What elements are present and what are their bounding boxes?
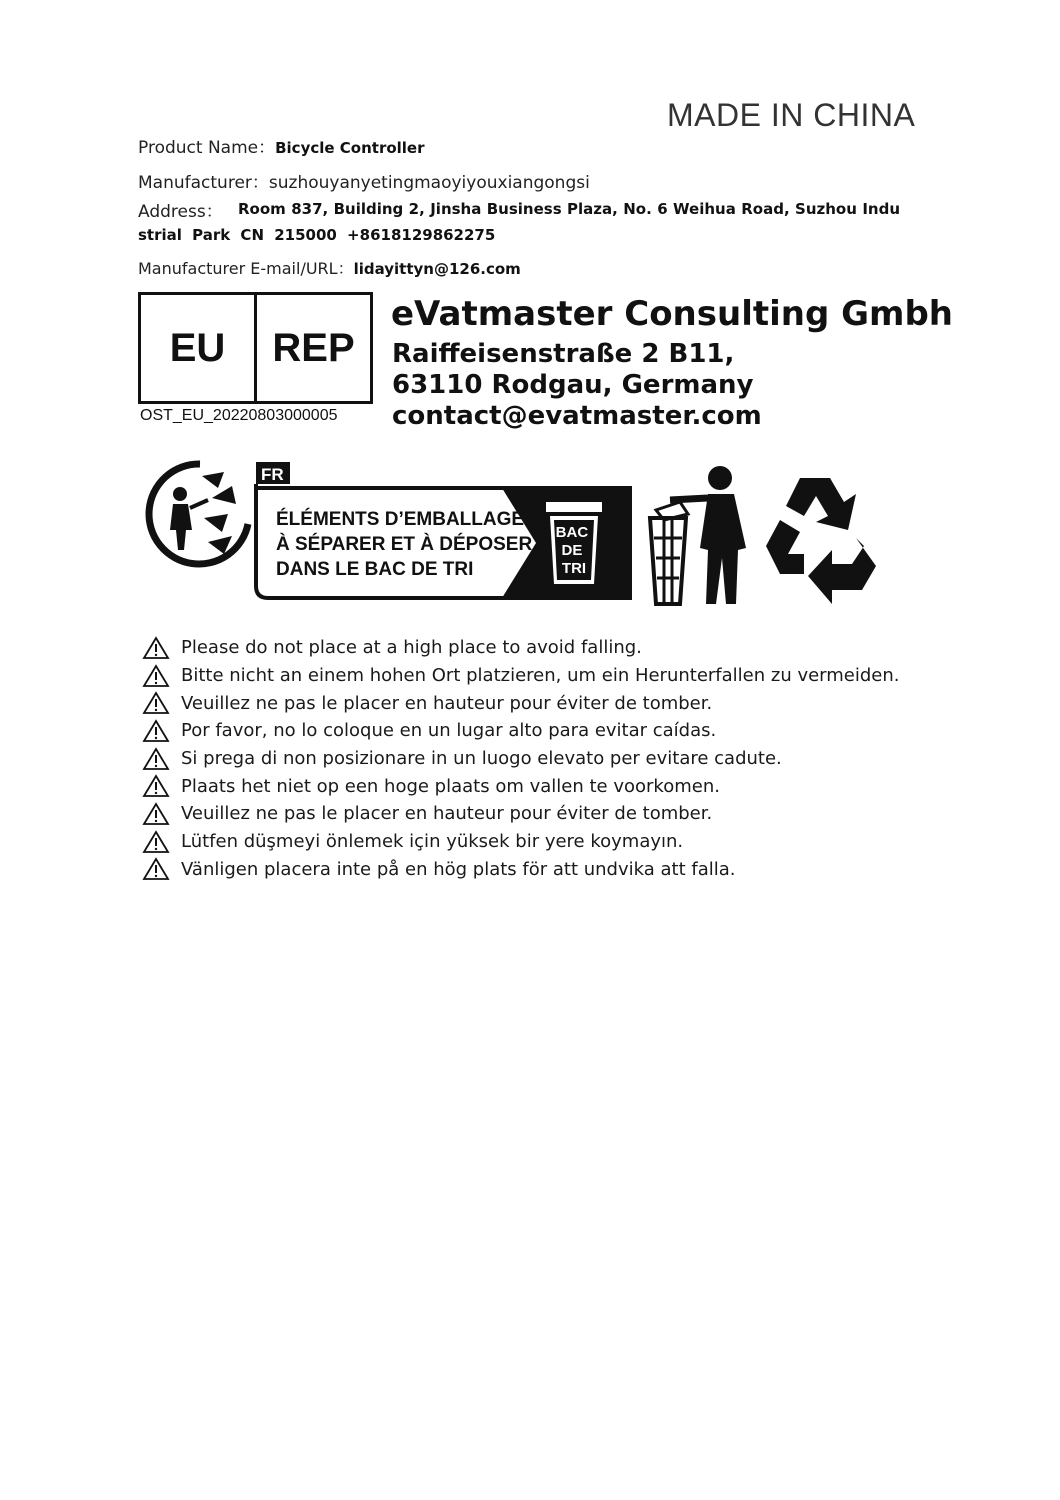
warning-list (142, 634, 900, 883)
warning-text: Please do not place at a high place to avoid falling. (181, 637, 642, 659)
made-in-label: MADE IN CHINA (667, 97, 916, 133)
contact-row (138, 256, 521, 279)
product-name-label: Product Name： (138, 138, 276, 158)
triman-text-line: À SÉPARER ET À DÉPOSER (276, 534, 533, 555)
warning-item (142, 828, 900, 856)
eu-rep-street: Raiffeisenstraße 2 B11, (392, 339, 735, 369)
tidyman-icon (650, 466, 746, 604)
warning-text: Bitte nicht an einem hohen Ort platzieren, um ein Herunterfallen zu vermeiden. (181, 665, 900, 687)
warning-item (142, 772, 900, 800)
recycling-banner (140, 458, 900, 608)
manufacturer-label: Manufacturer： (138, 173, 269, 193)
warning-text: Veuillez ne pas le placer en hauteur pour éviter de tomber. (181, 803, 713, 825)
warning-icon (142, 636, 170, 660)
bin-text-line: DE (561, 542, 583, 559)
bin-text-line: BAC (555, 524, 589, 541)
warning-icon (142, 830, 170, 854)
warning-icon (142, 691, 170, 715)
warning-icon (142, 857, 170, 881)
eu-rep-email: contact@evatmaster.com (392, 401, 762, 431)
contact-value: lidayittyn@126.com (353, 260, 521, 278)
bin-text-line: TRI (561, 560, 587, 577)
warning-text: Por favor, no lo coloque en un lugar alto para evitar caídas. (181, 720, 717, 742)
warning-item (142, 662, 900, 690)
triman-text-line: DANS LE BAC DE TRI (276, 559, 474, 580)
address-line-1: Room 837, Building 2, Jinsha Business Plaza, No. 6 Weihua Road, Suzhou Indu (238, 200, 900, 218)
triman-country-tag (256, 462, 290, 484)
triman-text (276, 508, 537, 580)
warning-text: Lütfen düşmeyi önlemek için yüksek bir yere koymayın. (181, 831, 684, 853)
warning-icon (142, 774, 170, 798)
warning-icon (142, 664, 170, 688)
eu-rep-code: OST_EU_20220803000005 (140, 407, 338, 424)
product-name-value: Bicycle Controller (275, 139, 425, 157)
eu-rep-box-right: REP (254, 295, 370, 401)
address-line-2: strial Park CN 215000 +8618129862275 (138, 226, 496, 244)
warning-text: Vänligen placera inte på en hög plats för att undvika att falla. (181, 858, 736, 880)
warning-item (142, 856, 900, 884)
recycle-icon (766, 478, 876, 604)
warning-text: Veuillez ne pas le placer en hauteur pour éviter de tomber. (181, 692, 713, 714)
triman-text-line: ÉLÉMENTS D’EMBALLAGE (276, 509, 525, 530)
eu-rep-company: eVatmaster Consulting Gmbh (391, 294, 954, 334)
manufacturer-value: suzhouyanyetingmaoyiyouxiangongsi (268, 173, 590, 193)
eu-rep-city: 63110 Rodgau, Germany (392, 370, 754, 400)
product-name-row (138, 133, 425, 158)
warning-text: Si prega di non posizionare in un luogo elevato per evitare cadute. (181, 748, 782, 770)
address-label: Address： (138, 202, 223, 222)
contact-label: Manufacturer E-mail/URL： (138, 259, 354, 278)
warning-item (142, 634, 900, 662)
eu-rep-box-left: EU (169, 325, 226, 370)
eu-rep-box (138, 292, 373, 404)
warning-item (142, 689, 900, 717)
warning-text: Plaats het niet op een hoge plaats om vallen te voorkomen. (181, 775, 720, 797)
warning-item (142, 717, 900, 745)
manufacturer-row (138, 168, 590, 193)
warning-icon (142, 747, 170, 771)
triman-icon (149, 464, 248, 564)
warning-icon (142, 719, 170, 743)
warning-icon (142, 802, 170, 826)
warning-item (142, 745, 900, 773)
triman-country: FR (261, 465, 284, 484)
warning-item (142, 800, 900, 828)
